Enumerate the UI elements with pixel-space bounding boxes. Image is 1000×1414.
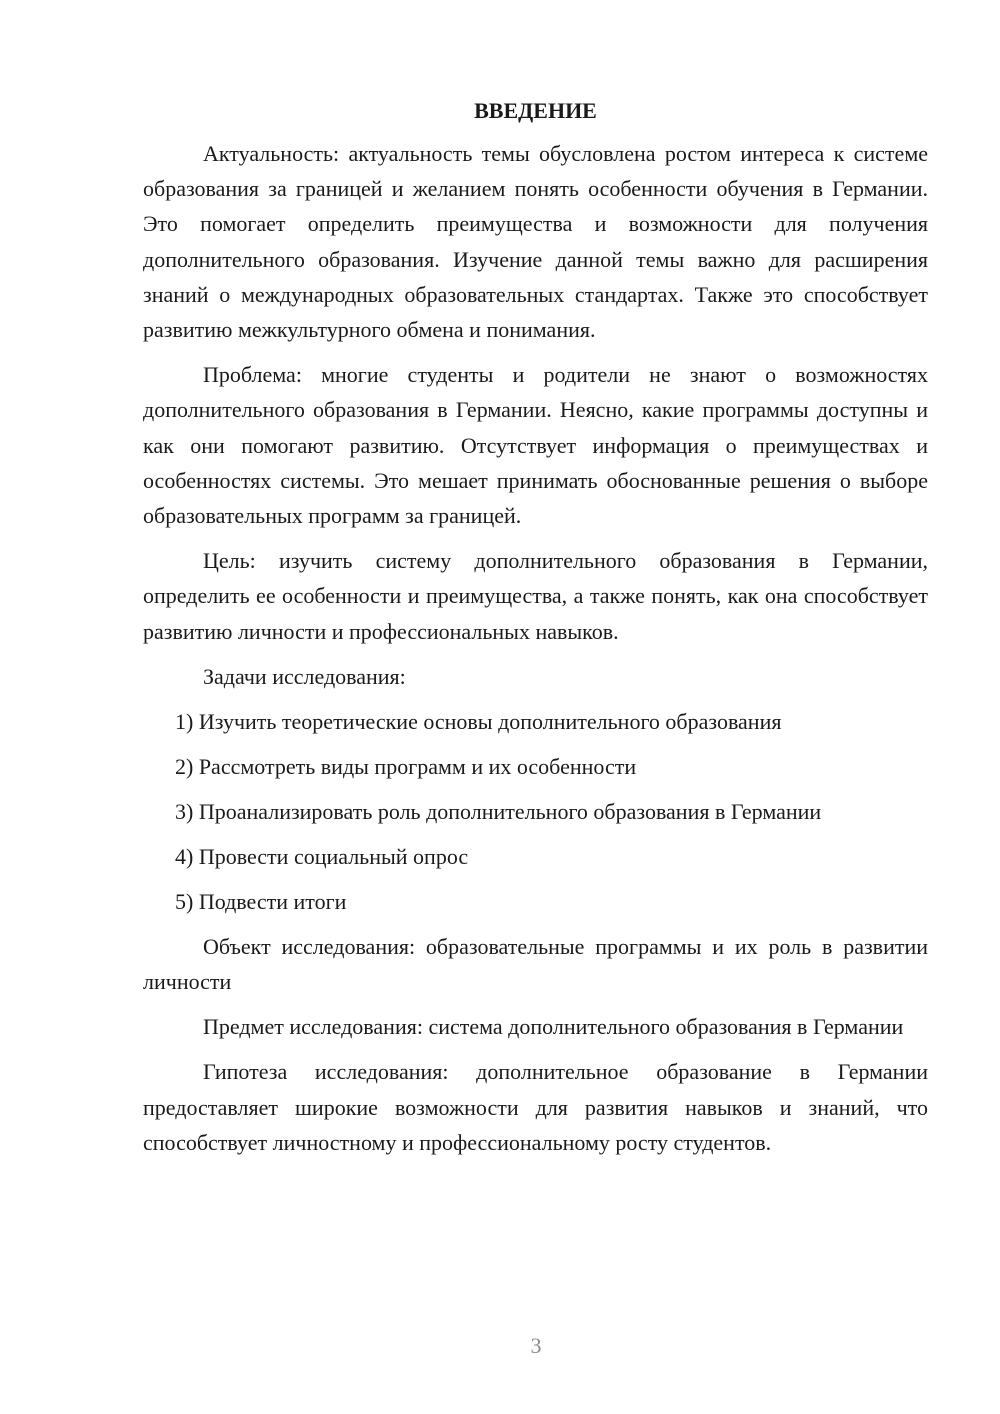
paragraph-object: Объект исследования: образовательные программы и их роль в развитии личности	[143, 933, 928, 995]
paragraph-subject: Предмет исследования: система дополнительного образования в Германии	[203, 1014, 904, 1040]
page-content	[143, 93, 928, 1170]
paragraph-problem: Проблема: многие студенты и родители не знают о возможностях дополнительного образования в Германии. Неясно, какие программы доступны и как они помогают развитию. Отсутствует информация о преимуществах и особенностях системы. Это мешает принимать обоснованные решения о выборе образовательных программ за границей.	[143, 362, 928, 529]
list-item: 5) Подвести итоги	[175, 888, 347, 914]
page-number: 3	[530, 1333, 542, 1358]
paragraph-relevance: Актуальность: актуальность темы обусловлена ростом интереса к системе образования за границей и желанием понять особенности обучения в Германии. Это помогает определить преимущества и возможности для получения дополнительного образования. Изучение данной темы важно для расширения знаний о международных образовательных стандартах. Также это способствует развитию межкультурного обмена и понимания.	[143, 141, 928, 343]
list-item: 1) Изучить теоретические основы дополнительного образования	[175, 708, 782, 734]
task-list	[143, 704, 928, 919]
paragraph-hypothesis: Гипотеза исследования: дополнительное образование в Германии предоставляет широкие возможности для развития навыков и знаний, что способствует личностному и профессиональному росту студентов.	[143, 1059, 928, 1155]
list-item: 2) Рассмотреть виды программ и их особенности	[175, 753, 637, 779]
list-item: 4) Провести социальный опрос	[175, 843, 469, 869]
page-title: ВВЕДЕНИЕ	[474, 98, 597, 123]
tasks-heading: Задачи исследования:	[203, 663, 406, 689]
list-item: 3) Проанализировать роль дополнительного образования в Германии	[175, 798, 822, 824]
paragraph-goal: Цель: изучить систему дополнительного образования в Германии, определить ее особенности и преимущества, а также понять, как она способствует развитию личности и профессиональных навыков.	[143, 548, 928, 644]
